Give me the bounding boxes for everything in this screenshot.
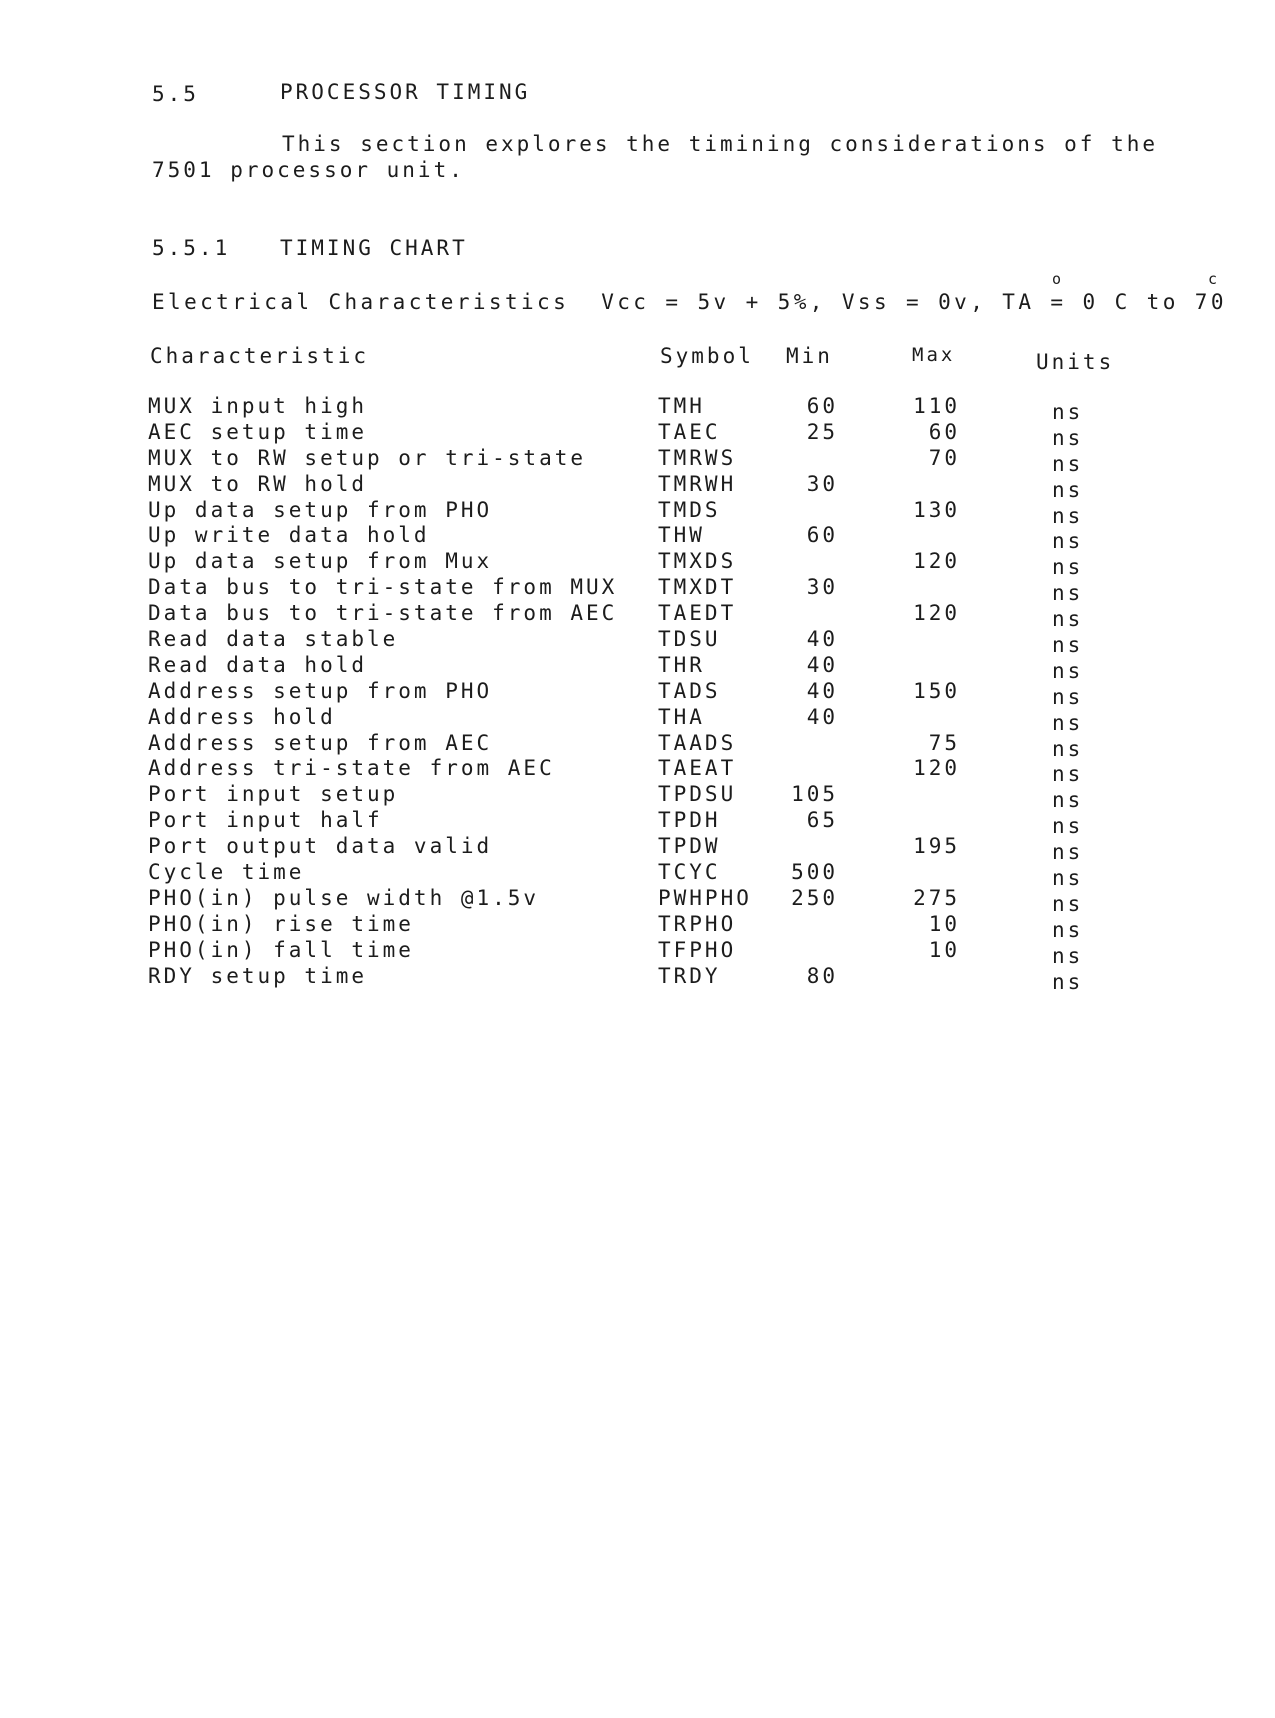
row-units: ns xyxy=(1052,633,1084,658)
row-characteristic: PHO(in) pulse width @1.5v xyxy=(148,885,540,910)
row-symbol: TRDY xyxy=(658,963,721,988)
row-symbol: TDSU xyxy=(658,627,721,652)
row-symbol: TMRWH xyxy=(658,471,737,496)
table-row xyxy=(0,419,1275,450)
row-units: ns xyxy=(1052,607,1084,632)
row-min: 80 xyxy=(806,963,838,988)
timing-table-body xyxy=(0,394,1275,994)
table-row xyxy=(0,756,1275,787)
subsection-number: 5.5.1 xyxy=(152,236,231,260)
row-min: 40 xyxy=(806,704,838,729)
row-symbol: TAEAT xyxy=(658,756,737,781)
row-units: ns xyxy=(1052,736,1084,761)
row-units: ns xyxy=(1052,891,1084,916)
row-units: ns xyxy=(1052,555,1084,580)
row-max: 120 xyxy=(913,601,960,626)
degree-mark: o xyxy=(1052,270,1065,288)
row-symbol: THR xyxy=(658,652,705,677)
table-row xyxy=(0,575,1275,606)
row-characteristic: Port input setup xyxy=(148,782,399,807)
row-characteristic: PHO(in) fall time xyxy=(148,937,414,962)
row-characteristic: Read data stable xyxy=(148,627,399,652)
row-max: 10 xyxy=(928,911,960,936)
table-row xyxy=(0,704,1275,735)
row-characteristic: Up data setup from PHO xyxy=(148,497,493,522)
row-symbol: TPDSU xyxy=(658,782,737,807)
table-row xyxy=(0,678,1275,709)
table-row xyxy=(0,937,1275,968)
row-units: ns xyxy=(1052,477,1084,502)
row-units: ns xyxy=(1052,529,1084,554)
row-symbol: THA xyxy=(658,704,705,729)
intro-paragraph-line-1: This section explores the timining considerations of the xyxy=(282,132,1159,156)
row-characteristic: MUX input high xyxy=(148,394,368,418)
row-units: ns xyxy=(1052,451,1084,476)
table-row xyxy=(0,627,1275,658)
row-characteristic: Port input half xyxy=(148,808,383,833)
row-units: ns xyxy=(1052,684,1084,709)
row-min: 40 xyxy=(806,627,838,652)
row-characteristic: PHO(in) rise time xyxy=(148,911,414,936)
table-row xyxy=(0,394,1275,424)
table-row xyxy=(0,963,1275,994)
row-min: 65 xyxy=(806,808,838,833)
header-characteristic: Characteristic xyxy=(150,344,370,368)
row-units: ns xyxy=(1052,710,1084,735)
section-number: 5.5 xyxy=(152,82,199,106)
row-symbol: TPDH xyxy=(658,808,721,833)
row-units: ns xyxy=(1052,943,1084,968)
row-symbol: TADS xyxy=(658,678,721,703)
row-min: 250 xyxy=(791,885,838,910)
row-symbol: TFPHO xyxy=(658,937,737,962)
row-units: ns xyxy=(1052,788,1084,813)
header-max: Max xyxy=(912,344,956,366)
row-symbol: TCYC xyxy=(658,860,721,885)
table-row xyxy=(0,523,1275,554)
row-symbol: TMXDS xyxy=(658,549,737,574)
table-row xyxy=(0,471,1275,502)
row-symbol: TMDS xyxy=(658,497,721,522)
row-max: 110 xyxy=(913,394,960,418)
row-min: 40 xyxy=(806,678,838,703)
subsection-title: TIMING CHART xyxy=(280,236,468,260)
row-characteristic: Up data setup from Mux xyxy=(148,549,493,574)
row-units: ns xyxy=(1052,840,1084,865)
section-title: PROCESSOR TIMING xyxy=(280,80,531,104)
intro-paragraph-line-2: 7501 processor unit. xyxy=(152,158,465,182)
row-min: 105 xyxy=(791,782,838,807)
row-min: 60 xyxy=(806,394,838,418)
row-units: ns xyxy=(1052,503,1084,528)
row-characteristic: MUX to RW hold xyxy=(148,471,368,496)
row-units: ns xyxy=(1052,814,1084,839)
row-symbol: TMRWS xyxy=(658,445,737,470)
row-max: 150 xyxy=(913,678,960,703)
row-characteristic: AEC setup time xyxy=(148,419,368,444)
row-max: 195 xyxy=(913,834,960,859)
row-max: 70 xyxy=(928,445,960,470)
degree-mark-celsius: c xyxy=(1208,270,1221,288)
row-min: 30 xyxy=(806,575,838,600)
row-characteristic: Up write data hold xyxy=(148,523,430,548)
row-characteristic: Address tri-state from AEC xyxy=(148,756,555,781)
table-row xyxy=(0,730,1275,761)
table-row xyxy=(0,782,1275,813)
row-symbol: TAEC xyxy=(658,419,721,444)
row-symbol: TPDW xyxy=(658,834,721,859)
row-min: 40 xyxy=(806,652,838,677)
row-max: 120 xyxy=(913,756,960,781)
row-units: ns xyxy=(1052,581,1084,606)
table-row xyxy=(0,601,1275,632)
row-symbol: PWHPHO xyxy=(658,885,752,910)
row-characteristic: MUX to RW setup or tri-state xyxy=(148,445,587,470)
row-max: 275 xyxy=(913,885,960,910)
row-symbol: TMH xyxy=(658,394,705,418)
header-units: Units xyxy=(1036,350,1115,374)
table-row xyxy=(0,497,1275,528)
row-units: ns xyxy=(1052,658,1084,683)
row-min: 30 xyxy=(806,471,838,496)
row-characteristic: Address setup from AEC xyxy=(148,730,493,755)
row-symbol: TAEDT xyxy=(658,601,737,626)
row-characteristic: Address hold xyxy=(148,704,336,729)
table-row xyxy=(0,808,1275,839)
row-units: ns xyxy=(1052,425,1084,450)
header-min: Min xyxy=(786,344,833,368)
table-row xyxy=(0,860,1275,891)
table-row xyxy=(0,445,1275,476)
row-max: 60 xyxy=(928,419,960,444)
table-row xyxy=(0,834,1275,865)
row-characteristic: Read data hold xyxy=(148,652,368,677)
row-units: ns xyxy=(1052,400,1084,424)
row-max: 130 xyxy=(913,497,960,522)
row-characteristic: Data bus to tri-state from AEC xyxy=(148,601,618,626)
table-row xyxy=(0,549,1275,580)
row-symbol: TAADS xyxy=(658,730,737,755)
row-characteristic: Data bus to tri-state from MUX xyxy=(148,575,618,600)
header-symbol: Symbol xyxy=(660,344,754,368)
row-characteristic: Port output data valid xyxy=(148,834,493,859)
electrical-conditions: Electrical Characteristics Vcc = 5v + 5%, Vss = 0v, TA = 0 C to 70 xyxy=(152,290,1227,314)
row-units: ns xyxy=(1052,762,1084,787)
row-max: 75 xyxy=(928,730,960,755)
row-units: ns xyxy=(1052,969,1084,994)
row-symbol: TRPHO xyxy=(658,911,737,936)
row-units: ns xyxy=(1052,866,1084,891)
row-max: 120 xyxy=(913,549,960,574)
row-symbol: THW xyxy=(658,523,705,548)
row-symbol: TMXDT xyxy=(658,575,737,600)
row-characteristic: Cycle time xyxy=(148,860,305,885)
row-min: 500 xyxy=(791,860,838,885)
row-min: 25 xyxy=(806,419,838,444)
row-characteristic: RDY setup time xyxy=(148,963,368,988)
table-row xyxy=(0,652,1275,683)
row-units: ns xyxy=(1052,917,1084,942)
table-row xyxy=(0,911,1275,942)
table-row xyxy=(0,885,1275,916)
row-min: 60 xyxy=(806,523,838,548)
row-max: 10 xyxy=(928,937,960,962)
row-characteristic: Address setup from PHO xyxy=(148,678,493,703)
